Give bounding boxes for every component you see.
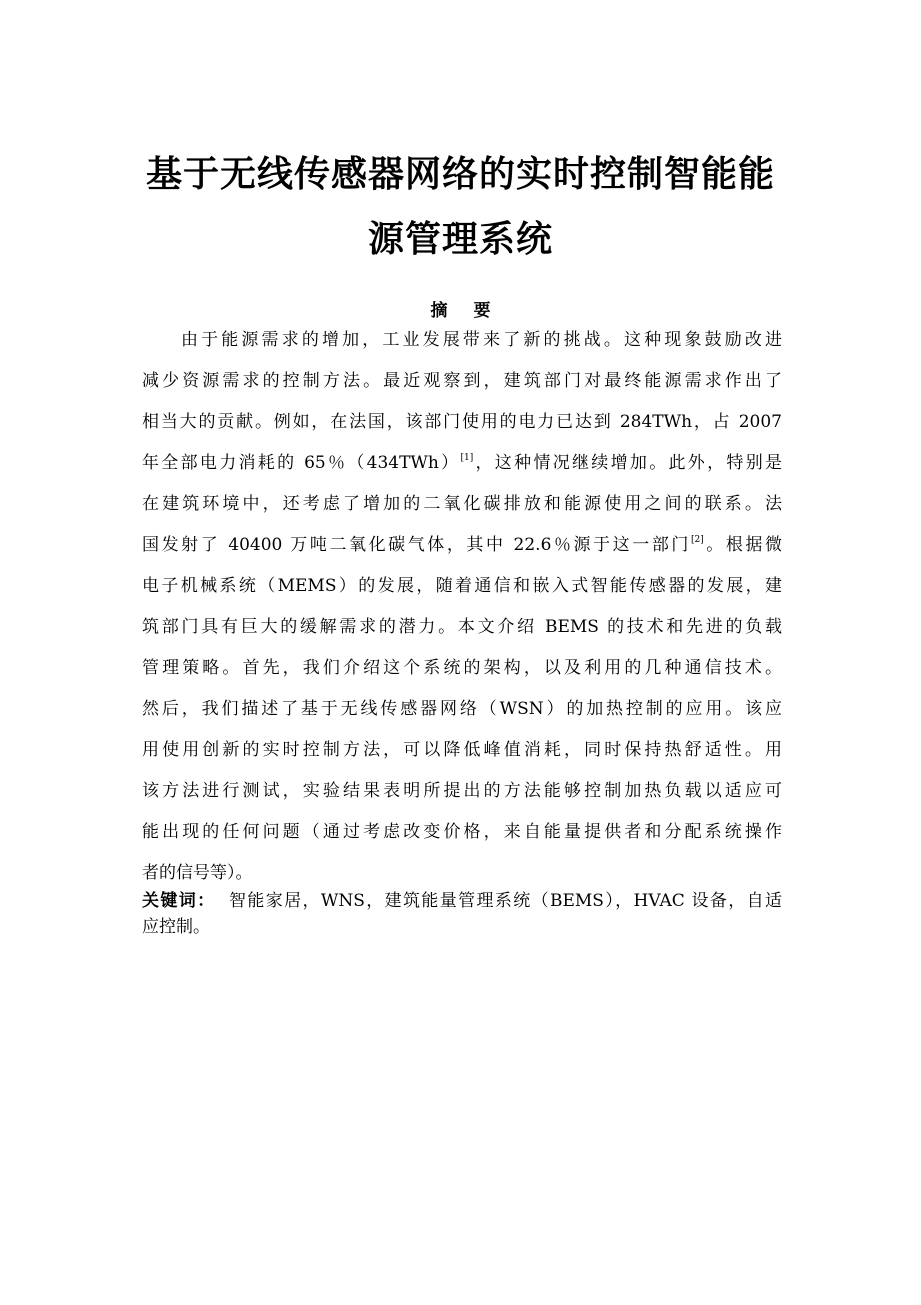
- keywords-line: [142, 888, 782, 914]
- abstract-line: 能出现的任何问题（通过考虑改变价格，来自能量提供者和分配系统操作: [142, 822, 782, 842]
- paper-title-line-2: 源管理系统: [367, 219, 553, 260]
- keywords-text: 智能家居，WNS，建筑能量管理系统（BEMS），HVAC 设备，自适: [229, 891, 783, 911]
- citation-marker: [2]: [690, 535, 704, 545]
- abstract-line: 电子机械系统（MEMS）的发展，随着通信和嵌入式智能传感器的发展，建: [142, 576, 782, 596]
- abstract-line: 然后，我们描述了基于无线传感器网络（WSN）的加热控制的应用。该应: [142, 699, 782, 719]
- keywords-label: 关键词：: [142, 891, 216, 911]
- keywords-line-2: 应控制。: [142, 917, 210, 937]
- abstract-line: [142, 449, 782, 477]
- abstract-line-part: 年全部电力消耗的 65％（434TWh）: [142, 453, 461, 473]
- abstract-line: 相当大的贡献。例如，在法国，该部门使用的电力已达到 284TWh，占 2007: [142, 412, 782, 432]
- paper-title-line-1: 基于无线传感器网络的实时控制智能能: [145, 154, 775, 195]
- citation-marker: [1]: [460, 453, 474, 463]
- abstract-line-part: ，这种情况继续增加。此外，特别是: [473, 453, 783, 473]
- abstract-line: 减少资源需求的控制方法。最近观察到，建筑部门对最终能源需求作出了: [142, 371, 782, 391]
- abstract-line: 由于能源需求的增加，工业发展带来了新的挑战。这种现象鼓励改进: [181, 330, 782, 350]
- abstract-line: 用使用创新的实时控制方法，可以降低峰值消耗，同时保持热舒适性。用: [142, 740, 782, 760]
- abstract-line: [142, 531, 782, 559]
- abstract-line-part: 。根据微: [703, 535, 782, 555]
- abstract-heading: 摘要: [430, 301, 517, 321]
- abstract-line: 管理策略。首先，我们介绍这个系统的架构，以及利用的几种通信技术。: [142, 658, 782, 678]
- abstract-line: 在建筑环境中，还考虑了增加的二氧化碳排放和能源使用之间的联系。法: [142, 494, 782, 514]
- abstract-line: 该方法进行测试，实验结果表明所提出的方法能够控制加热负载以适应可: [142, 781, 782, 801]
- abstract-line-part: 国发射了 40400 万吨二氧化碳气体，其中 22.6％源于这一部门: [142, 535, 691, 555]
- abstract-line: 筑部门具有巨大的缓解需求的潜力。本文介绍 BEMS 的技术和先进的负载: [142, 617, 782, 637]
- abstract-line: 者的信号等）。: [142, 863, 253, 883]
